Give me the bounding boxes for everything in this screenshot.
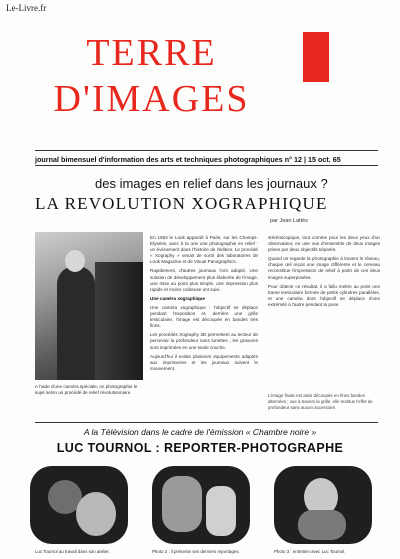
tv-screen-photo-2	[152, 466, 250, 544]
article-column-3	[268, 235, 380, 311]
photo-shape	[76, 492, 116, 536]
publisher-watermark: Le-Livre.fr	[6, 3, 47, 13]
article-byline: par Jean Lattès	[270, 218, 308, 224]
article-headline: des images en relief dans les journaux ?	[95, 176, 328, 191]
tv-program-line: A la Télévision dans le cadre de l'émission « Chambre noire »	[83, 427, 317, 437]
camera-photo	[35, 232, 143, 380]
paragraph: Les procédés Xography 3D permettent au lecteur de percevoir la profondeur sans lunettes ; les gravures sont imprimées en une seule couche.	[150, 332, 258, 350]
photo-shape	[206, 486, 236, 536]
paragraph: Aujourd'hui il existe plusieurs équipements adaptés aux imprimeries et les journaux suivent le mouvement.	[150, 353, 258, 371]
divider	[35, 150, 378, 151]
tv-screen-photo-3	[274, 466, 372, 544]
tv-screen-photo-1	[30, 466, 128, 544]
photo-caption: A l'aide d'une caméra spéciale, on photographie le sujet selon un procédé de relief révolutionnaire.	[35, 384, 138, 396]
divider	[35, 422, 378, 423]
journal-subtitle: journal bimensuel d'information des arts et techniques photographiques n° 12 | 15 oct. 65	[35, 155, 341, 164]
article-column-2	[150, 235, 258, 375]
paragraph: Rapidement, d'autres journaux l'ont adopté. Une solution de développement plus élaborée de l'image, une mise au point plus simple, une impression plus rapide et moins coûteuse ont suivi.	[150, 268, 258, 292]
paragraph: stéréoscopique, tout comme pour les deux yeux d'un observateur, en une vue d'ensemble de deux images prises par deux objectifs séparés.	[268, 235, 380, 253]
article-banner-title: LA REVOLUTION XOGRAPHIQUE	[35, 194, 328, 213]
tv-photo-caption-3: Photo 3 : entretien avec Luc Tournol.	[274, 549, 346, 554]
photographer-head	[65, 250, 85, 272]
paragraph: Une caméra xographique : l'objectif se déplace pendant l'exposition et, derrière une grille lenticulaire, l'image est découpée en bandes très fines.	[150, 304, 258, 329]
tv-photo-caption-1: Luc Tournol au travail dans son atelier.	[35, 549, 110, 554]
photo-shape	[162, 476, 202, 532]
tv-photo-caption-2: Photo 2 : il présente ses derniers reportages.	[152, 549, 240, 554]
masthead-title-line2: D'IMAGES	[53, 78, 250, 120]
article-column-3-tail: L'image finale est ainsi découpée en fines bandes alternées ; vue à travers la grille, elle restitue l'effet de profondeur sans aucun accessoire.	[268, 393, 373, 410]
divider	[35, 165, 378, 166]
paragraph: Pour obtenir ce résultat, il a fallu mettre au point une trame lenticulaire formée de petits cylindres parallèles, et une caméra dont l'objectif se déplace d'une extrémité à l'autre pendant la pose.	[268, 283, 380, 307]
paragraph	[150, 296, 258, 302]
paragraph: Quand on regarde la photographie à travers le réseau, chaque œil reçoit une image différente et le cerveau reconstitue l'impression de relief à partir de ces deux images superposées.	[268, 256, 380, 280]
paragraph-lead: Une caméra xographique	[150, 295, 205, 301]
camera-machine-shape	[95, 262, 143, 380]
masthead-accent-block	[303, 32, 329, 82]
photographer-figure	[57, 266, 95, 380]
photo-shape	[298, 510, 346, 540]
paragraph: En 1963 le Look apparaît à Paris, sur les Champs-Elysées, avec à la une une photographie en relief : un événement dans l'histoire de l'édition. Le procédé « Xography » venait de sortir des laboratoires de Look Magazine et de Visual Panographics.	[150, 235, 258, 265]
reporter-headline: LUC TOURNOL : REPORTER-PHOTOGRAPHE	[56, 441, 344, 455]
masthead-title-line1: TERRE	[86, 32, 217, 74]
